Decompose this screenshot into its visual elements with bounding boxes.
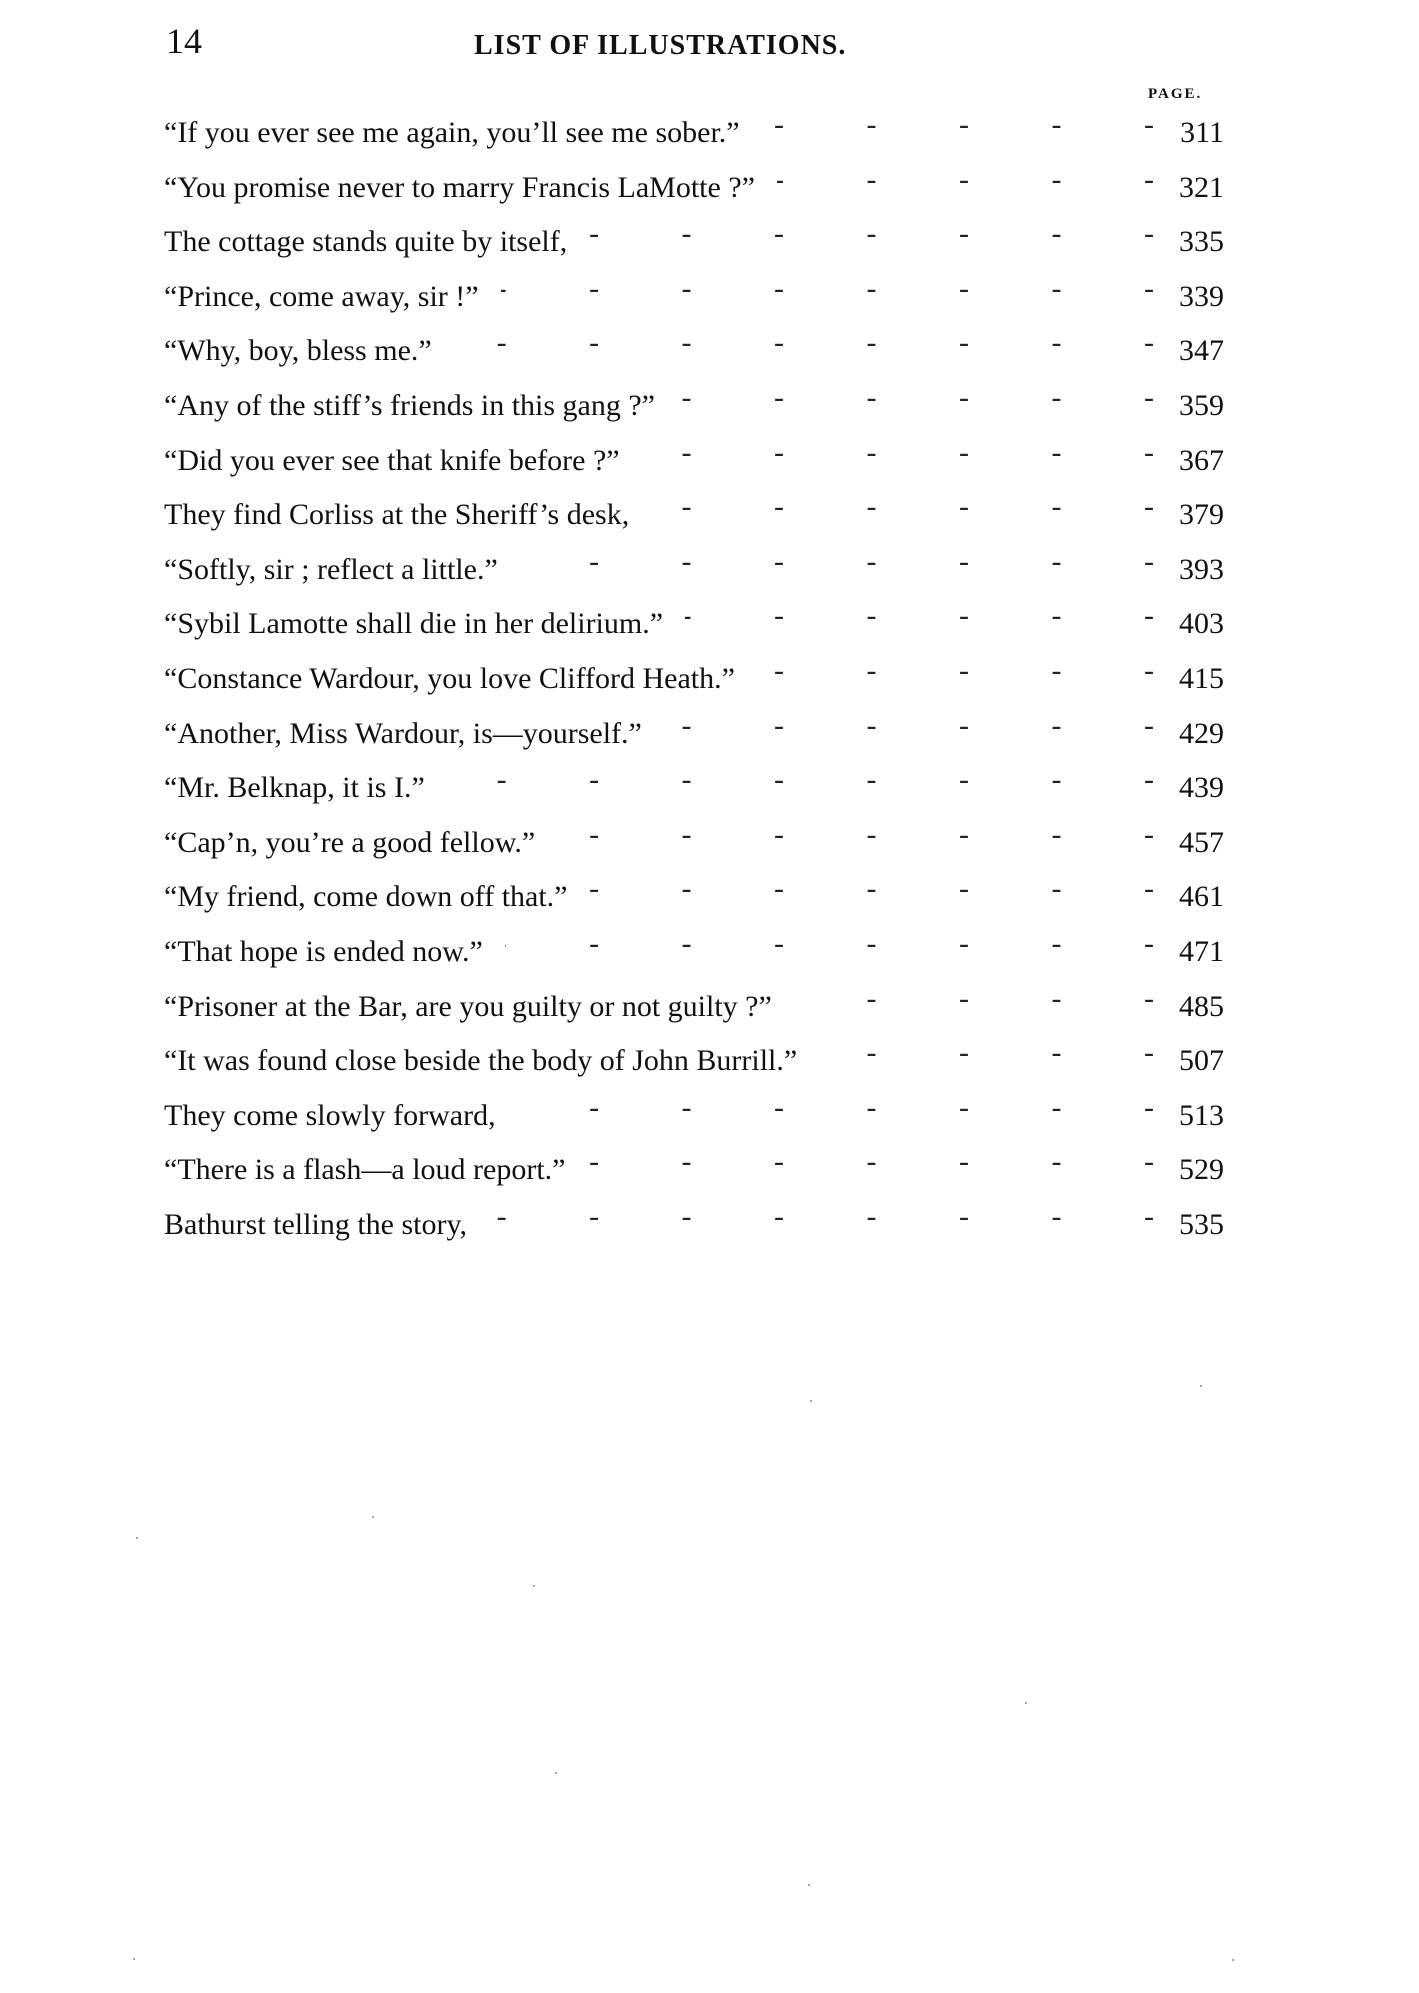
entry-page-number: 403 xyxy=(1179,607,1224,641)
list-item xyxy=(164,108,1224,163)
list-item xyxy=(164,763,1224,818)
entry-caption: The cottage stands quite by itself, xyxy=(164,225,568,259)
list-item xyxy=(164,326,1224,381)
entry-caption: “Mr. Belknap, it is I.” xyxy=(164,771,425,805)
entry-caption: “Softly, sir ; reflect a little.” xyxy=(164,552,498,586)
entry-caption: They find Corliss at the Sheriff’s desk, xyxy=(164,498,630,532)
dot-leader xyxy=(589,217,1154,251)
list-item xyxy=(164,982,1224,1037)
list-item xyxy=(164,927,1224,982)
list-item xyxy=(164,818,1224,873)
dot-leader xyxy=(505,927,1154,961)
page-number: 14 xyxy=(166,21,202,61)
running-title: LIST OF ILLUSTRATIONS. xyxy=(474,30,847,61)
entry-caption: “Sybil Lamotte shall die in her delirium.” xyxy=(164,607,664,641)
dot-leader xyxy=(489,1200,1154,1234)
entry-page-number: 457 xyxy=(1179,825,1224,859)
scan-speck xyxy=(372,1516,374,1518)
dot-leader xyxy=(501,272,1154,306)
entry-caption: Bathurst telling the story, xyxy=(164,1207,468,1241)
entry-page-number: 429 xyxy=(1179,716,1224,750)
entry-page-number: 359 xyxy=(1179,388,1224,422)
entry-page-number: 347 xyxy=(1179,334,1224,368)
dot-leader xyxy=(557,818,1154,852)
dot-leader xyxy=(590,872,1155,906)
entry-caption: “Did you ever see that knife before ?” xyxy=(164,443,620,477)
entry-caption: “You promise never to marry Francis LaMotte ?” xyxy=(164,170,755,204)
entry-page-number: 439 xyxy=(1179,771,1224,805)
scan-speck xyxy=(1200,1385,1202,1387)
scan-speck xyxy=(810,1400,812,1402)
entry-page-number: 367 xyxy=(1179,443,1224,477)
entry-page-number: 415 xyxy=(1179,661,1224,695)
entry-page-number: 461 xyxy=(1179,880,1224,914)
list-item xyxy=(164,1091,1224,1146)
list-item xyxy=(164,872,1224,927)
dot-leader xyxy=(819,1036,1154,1070)
dot-leader xyxy=(677,381,1154,415)
dot-leader xyxy=(454,326,1154,360)
dot-leader xyxy=(762,108,1154,142)
scan-speck xyxy=(808,1884,810,1886)
entry-caption: “Why, boy, bless me.” xyxy=(164,334,432,368)
dot-leader xyxy=(777,163,1154,197)
scan-speck xyxy=(555,1772,557,1774)
list-item xyxy=(164,217,1224,272)
dot-leader xyxy=(642,436,1154,470)
entry-page-number: 535 xyxy=(1179,1207,1224,1241)
entry-caption: “Constance Wardour, you love Clifford Heath.” xyxy=(164,661,735,695)
scan-speck xyxy=(1232,1959,1234,1961)
entry-page-number: 393 xyxy=(1179,552,1224,586)
page-column-header: PAGE. xyxy=(1148,86,1203,102)
dot-leader xyxy=(685,599,1154,633)
entry-caption: “There is a flash—a loud report.” xyxy=(164,1153,566,1187)
list-item xyxy=(164,1145,1224,1200)
scan-speck xyxy=(136,1537,138,1539)
list-item xyxy=(164,709,1224,764)
entry-caption: “My friend, come down off that.” xyxy=(164,880,568,914)
list-item xyxy=(164,1200,1224,1255)
entry-caption: “Prince, come away, sir !” xyxy=(164,279,479,313)
scan-speck xyxy=(533,1585,535,1587)
list-item xyxy=(164,545,1224,600)
dot-leader xyxy=(757,654,1154,688)
entry-page-number: 339 xyxy=(1179,279,1224,313)
list-item xyxy=(164,654,1224,709)
entry-caption: They come slowly forward, xyxy=(164,1098,496,1132)
dot-leader xyxy=(794,982,1154,1016)
scan-speck xyxy=(133,1958,135,1960)
list-item xyxy=(164,436,1224,491)
entry-page-number: 513 xyxy=(1179,1098,1224,1132)
list-item xyxy=(164,381,1224,436)
list-item xyxy=(164,490,1224,545)
dot-leader xyxy=(520,545,1154,579)
dot-leader xyxy=(651,490,1154,524)
entry-caption: “Prisoner at the Bar, are you guilty or not guilty ?” xyxy=(164,989,772,1023)
entry-page-number: 321 xyxy=(1179,170,1224,204)
dot-leader xyxy=(588,1145,1155,1179)
entry-page-number: 507 xyxy=(1179,1044,1224,1078)
list-item xyxy=(164,272,1224,327)
dot-leader xyxy=(664,709,1154,743)
entry-page-number: 379 xyxy=(1179,498,1224,532)
entry-page-number: 471 xyxy=(1179,934,1224,968)
illustrations-list xyxy=(164,108,1224,1254)
entry-page-number: 529 xyxy=(1179,1153,1224,1187)
entry-page-number: 311 xyxy=(1180,116,1224,149)
dot-leader xyxy=(518,1091,1154,1125)
entry-caption: “Cap’n, you’re a good fellow.” xyxy=(164,825,536,859)
entry-caption: “It was found close beside the body of John Burrill.” xyxy=(164,1044,798,1078)
entry-caption: “Another, Miss Wardour, is—yourself.” xyxy=(164,716,642,750)
entry-page-number: 335 xyxy=(1179,225,1224,259)
list-item xyxy=(164,599,1224,654)
entry-caption: “If you ever see me again, you’ll see me sober.” xyxy=(164,116,740,149)
entry-caption: “That hope is ended now.” xyxy=(164,934,483,968)
entry-page-number: 485 xyxy=(1179,989,1224,1023)
entry-caption: “Any of the stiff’s friends in this gang ?” xyxy=(164,388,656,422)
list-item xyxy=(164,163,1224,218)
scan-speck xyxy=(1025,1702,1027,1704)
dot-leader xyxy=(447,763,1154,797)
list-item xyxy=(164,1036,1224,1091)
